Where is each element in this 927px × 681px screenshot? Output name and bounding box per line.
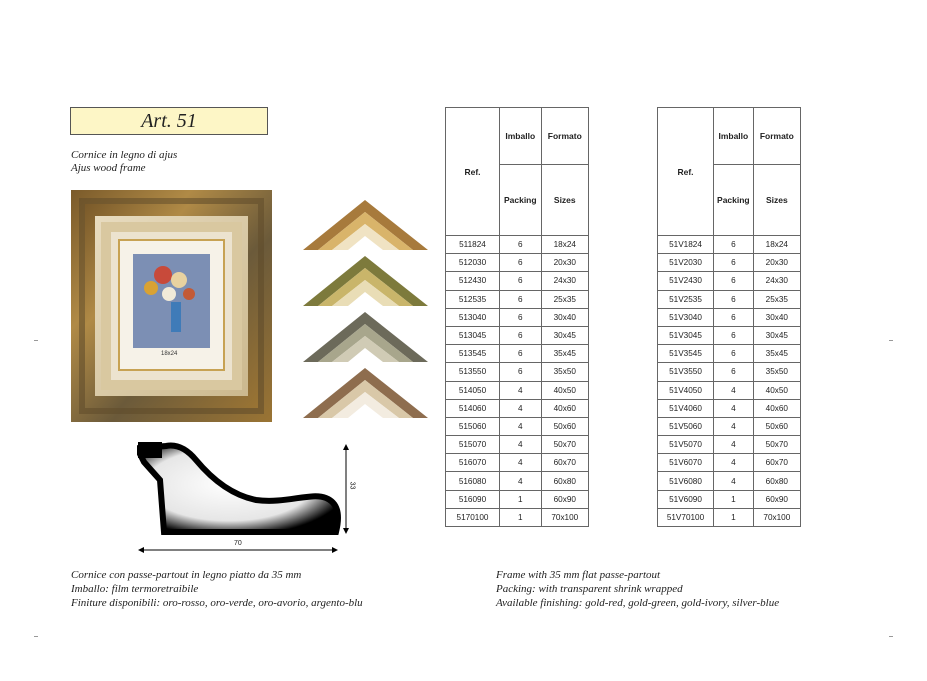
table-row [658,308,801,326]
cell-ref: 51V2535 [658,290,714,308]
cell-size: 35x45 [541,345,588,363]
header-sizes: Sizes [541,165,588,236]
table-row [446,417,589,435]
corner-samples [303,194,428,424]
table-row [446,436,589,454]
cell-size: 40x50 [541,381,588,399]
table-row [446,399,589,417]
cell-size: 50x70 [541,436,588,454]
cell-ref: 513045 [446,326,500,344]
footer-it-line1: Cornice con passe-partout in legno piatto da 35 mm [71,569,302,581]
cell-ref: 51V70100 [658,508,714,526]
cell-ref: 51V3045 [658,326,714,344]
table-row [658,490,801,508]
cell-ref: 512535 [446,290,500,308]
table-row [658,508,801,526]
header-formato: Formato [753,108,800,165]
cell-size: 20x30 [753,254,800,272]
header-formato: Formato [541,108,588,165]
table-row [446,381,589,399]
cell-ref: 51V6070 [658,454,714,472]
profile-section-drawing [136,440,361,560]
cell-ref: 513040 [446,308,500,326]
cell-packing: 6 [499,236,541,254]
table-row [658,345,801,363]
header-imballo: Imballo [499,108,541,165]
cell-packing: 6 [499,345,541,363]
table-row [658,436,801,454]
cell-packing: 6 [714,326,754,344]
cell-size: 60x70 [541,454,588,472]
table-row [446,454,589,472]
profile-width-label: 70 [234,540,242,547]
cell-packing: 4 [499,454,541,472]
cell-size: 40x60 [541,399,588,417]
header-packing: Packing [499,165,541,236]
cell-ref: 51V3040 [658,308,714,326]
table-row [446,308,589,326]
cell-packing: 6 [499,363,541,381]
cell-ref: 516090 [446,490,500,508]
cell-size: 60x70 [753,454,800,472]
corner-sample-silver-blue [303,312,428,362]
cell-packing: 6 [499,254,541,272]
crop-mark [889,340,893,341]
cell-ref: 51V5060 [658,417,714,435]
cell-packing: 4 [714,472,754,490]
corner-sample-gold-green [303,256,428,306]
cell-packing: 6 [714,363,754,381]
cell-packing: 6 [499,326,541,344]
cell-size: 50x70 [753,436,800,454]
cell-packing: 4 [714,436,754,454]
cell-packing: 1 [499,490,541,508]
table-row [446,490,589,508]
cell-packing: 1 [714,490,754,508]
cell-ref: 51V6080 [658,472,714,490]
cell-size: 35x45 [753,345,800,363]
cell-size: 50x60 [541,417,588,435]
cell-size: 30x40 [753,308,800,326]
cell-packing: 6 [714,254,754,272]
cell-size: 25x35 [541,290,588,308]
cell-size: 35x50 [753,363,800,381]
footer-en-line2: Packing: with transparent shrink wrapped [496,583,683,595]
cell-size: 60x90 [541,490,588,508]
cell-ref: 51V2030 [658,254,714,272]
cell-ref: 516070 [446,454,500,472]
cell-size: 60x80 [541,472,588,490]
footer-en-line1: Frame with 35 mm flat passe-partout [496,569,661,581]
table-row [446,345,589,363]
cell-packing: 4 [499,417,541,435]
crop-mark [34,636,38,637]
corner-sample-gold-red [303,200,428,250]
framed-picture-photo [71,190,272,422]
table-row [446,236,589,254]
crop-mark [889,636,893,637]
table-row [446,363,589,381]
cell-ref: 51V6090 [658,490,714,508]
table-row [446,272,589,290]
subtitle-italian: Cornice in legno di ajus [71,149,178,161]
cell-ref: 51V4050 [658,381,714,399]
table-row [658,254,801,272]
table-row [658,363,801,381]
cell-size: 60x90 [753,490,800,508]
cell-ref: 511824 [446,236,500,254]
corner-sample-gold-ivory [303,368,428,418]
cell-ref: 512030 [446,254,500,272]
cell-ref: 514060 [446,399,500,417]
table-row [658,472,801,490]
cell-ref: 513545 [446,345,500,363]
header-ref: Ref. [658,108,714,236]
cell-ref: 512430 [446,272,500,290]
cell-packing: 6 [714,345,754,363]
cell-packing: 6 [714,308,754,326]
cell-packing: 6 [499,290,541,308]
article-title: Art. 51 [70,107,268,135]
cell-size: 40x60 [753,399,800,417]
cell-ref: 515070 [446,436,500,454]
cell-ref: 513550 [446,363,500,381]
cell-packing: 4 [499,381,541,399]
cell-packing: 6 [714,272,754,290]
table-row [446,254,589,272]
cell-ref: 515060 [446,417,500,435]
cell-size: 70x100 [753,508,800,526]
cell-size: 30x40 [541,308,588,326]
cell-packing: 6 [714,290,754,308]
cell-packing: 4 [714,399,754,417]
table-row [658,290,801,308]
cell-size: 60x80 [753,472,800,490]
cell-size: 70x100 [541,508,588,526]
cell-size: 25x35 [753,290,800,308]
cell-ref: 51V2430 [658,272,714,290]
table-row [446,290,589,308]
table-row [658,381,801,399]
cell-size: 24x30 [753,272,800,290]
table-row [446,326,589,344]
cell-packing: 4 [714,381,754,399]
cell-size: 35x50 [541,363,588,381]
cell-packing: 6 [499,308,541,326]
photo-size-label: 18x24 [161,351,178,357]
cell-packing: 6 [499,272,541,290]
cell-packing: 1 [499,508,541,526]
header-packing: Packing [714,165,754,236]
table-row [658,454,801,472]
cell-packing: 4 [499,472,541,490]
footer-en-line3: Available finishing: gold-red, gold-green, gold-ivory, silver-blue [496,597,780,609]
table-row [446,508,589,526]
header-imballo: Imballo [714,108,754,165]
header-sizes: Sizes [753,165,800,236]
cell-packing: 4 [499,436,541,454]
cell-packing: 6 [714,236,754,254]
cell-ref: 5170100 [446,508,500,526]
cell-size: 18x24 [541,236,588,254]
cell-packing: 1 [714,508,754,526]
cell-ref: 51V3550 [658,363,714,381]
crop-mark [34,340,38,341]
profile-height-label: 33 [348,481,356,490]
cell-ref: 51V4060 [658,399,714,417]
cell-packing: 4 [714,454,754,472]
cell-ref: 51V1824 [658,236,714,254]
table-row [658,399,801,417]
table-row [446,472,589,490]
subtitle-english: Ajus wood frame [71,162,146,174]
cell-packing: 4 [499,399,541,417]
header-ref: Ref. [446,108,500,236]
reference-table-right [657,107,801,527]
footer-it-line2: Imballo: film termoretraibile [71,583,199,595]
cell-size: 30x45 [753,326,800,344]
cell-size: 18x24 [753,236,800,254]
cell-size: 30x45 [541,326,588,344]
cell-ref: 514050 [446,381,500,399]
cell-ref: 516080 [446,472,500,490]
cell-size: 40x50 [753,381,800,399]
cell-size: 24x30 [541,272,588,290]
table-row [658,417,801,435]
cell-packing: 4 [714,417,754,435]
footer-it-line3: Finiture disponibili: oro-rosso, oro-verde, oro-avorio, argento-blu [71,597,363,609]
reference-table-left [445,107,589,527]
cell-ref: 51V5070 [658,436,714,454]
table-row [658,272,801,290]
cell-size: 20x30 [541,254,588,272]
cell-ref: 51V3545 [658,345,714,363]
table-row [658,326,801,344]
cell-size: 50x60 [753,417,800,435]
table-row [658,236,801,254]
